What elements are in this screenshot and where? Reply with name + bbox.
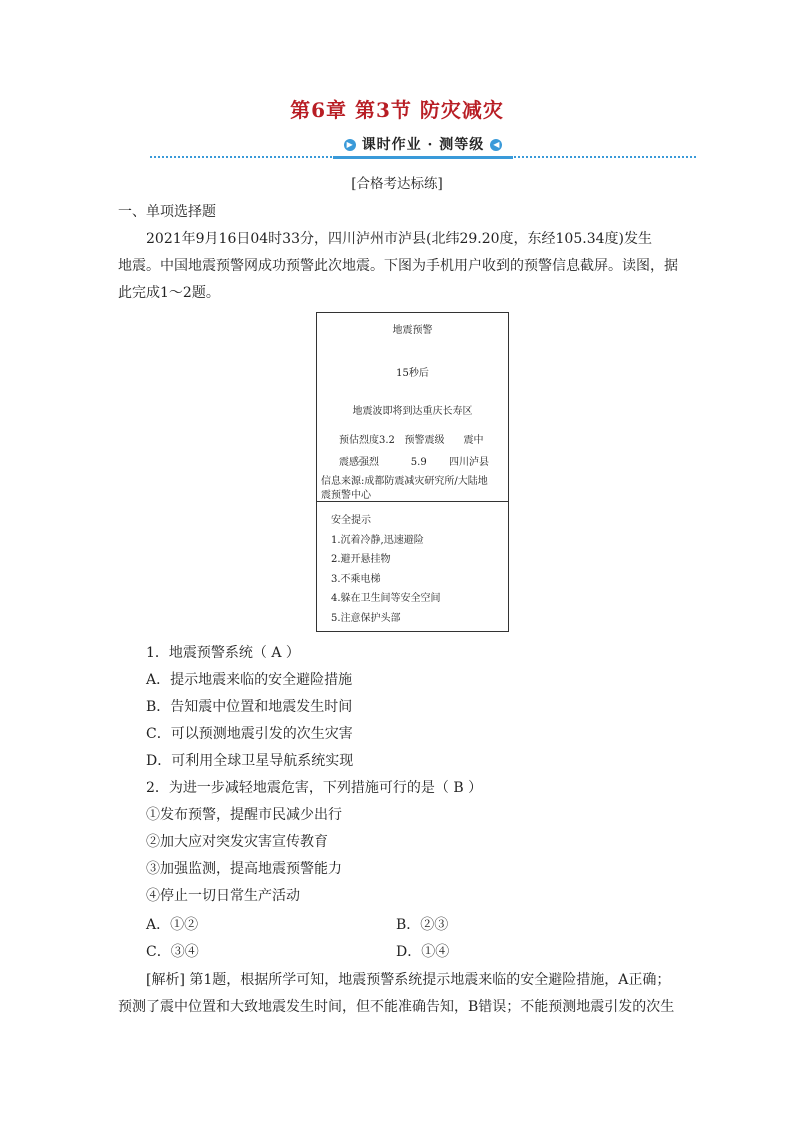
banner-text: 课时作业 · 测等级 [361,137,485,153]
intro-line-2: 地震。中国地震预警网成功预警此次地震。下图为手机用户收到的预警信息截屏。读图，据 [118,258,678,274]
question-1-option-b: B．告知震中位置和地震发生时间 [146,699,353,715]
question-2-item-2: ②加大应对突发灾害宣传教育 [146,834,328,850]
tip-item: 1.沉着冷静,迅速避险 [331,535,424,546]
banner-label-box [333,134,513,159]
tip-item: 5.注意保护头部 [331,613,401,624]
part-heading: 一、单项选择题 [118,204,216,220]
analysis-line-1: [解析] 第1题，根据所学可知，地震预警系统提示地震来临的安全避险措施，A正确； [146,972,671,988]
question-2-option-b: B．②③ [396,917,449,933]
alert-row-2: 震感强烈 5.9 四川泸县 [339,457,489,468]
question-2-option-d: D．①④ [396,944,450,960]
intro-line-3: 此完成1～2题。 [118,285,220,301]
question-1-option-a: A．提示地震来临的安全避险措施 [146,672,353,688]
tip-item: 4.躲在卫生间等安全空间 [331,593,441,604]
alert-title: 地震预警 [392,325,433,336]
play-right-icon: ▶ [344,139,356,151]
alert-divider [317,501,508,502]
homework-banner [150,132,696,162]
analysis-line-2: 预测了震中位置和大致地震发生时间，但不能准确告知，B错误；不能预测地震引发的次生 [118,999,675,1015]
tip-item: 2.避开悬挂物 [331,554,391,565]
tips-title: 安全提示 [331,515,371,526]
question-1-stem: 1．地震预警系统（ A ） [146,645,300,661]
question-2-item-1: ①发布预警，提醒市民减少出行 [146,807,342,823]
play-left-icon: ◀ [490,139,502,151]
question-1-option-c: C．可以预测地震引发的次生灾害 [146,726,353,742]
question-2-option-c: C．③④ [146,944,199,960]
question-2-item-4: ④停止一切日常生产活动 [146,888,300,904]
question-2-item-3: ③加强监测，提高地震预警能力 [146,861,342,877]
earthquake-alert-screenshot [316,312,509,632]
question-1-option-d: D．可利用全球卫星导航系统实现 [146,753,354,769]
alert-countdown: 15秒后 [396,368,429,379]
alert-message: 地震波即将到达重庆长寿区 [352,406,473,417]
alert-row-1: 预估烈度3.2 预警震级 震中 [339,435,484,446]
question-2-option-a: A．①② [146,917,199,933]
intro-line-1: 2021年9月16日04时33分，四川泸州市泸县(北纬29.20度，东经105.34度)发生 [146,231,652,247]
question-2-stem: 2．为进一步减轻地震危害，下列措施可行的是（ B ） [146,780,483,796]
alert-source-1: 信息来源:成都防震减灾研究所/大陆地 [321,476,488,487]
tip-item: 3.不乘电梯 [331,574,381,585]
alert-source-2: 震预警中心 [321,490,371,501]
page-title: 第6章 第3节 防灾减灾 [290,98,504,122]
section-label: [合格考达标练] [351,176,443,192]
